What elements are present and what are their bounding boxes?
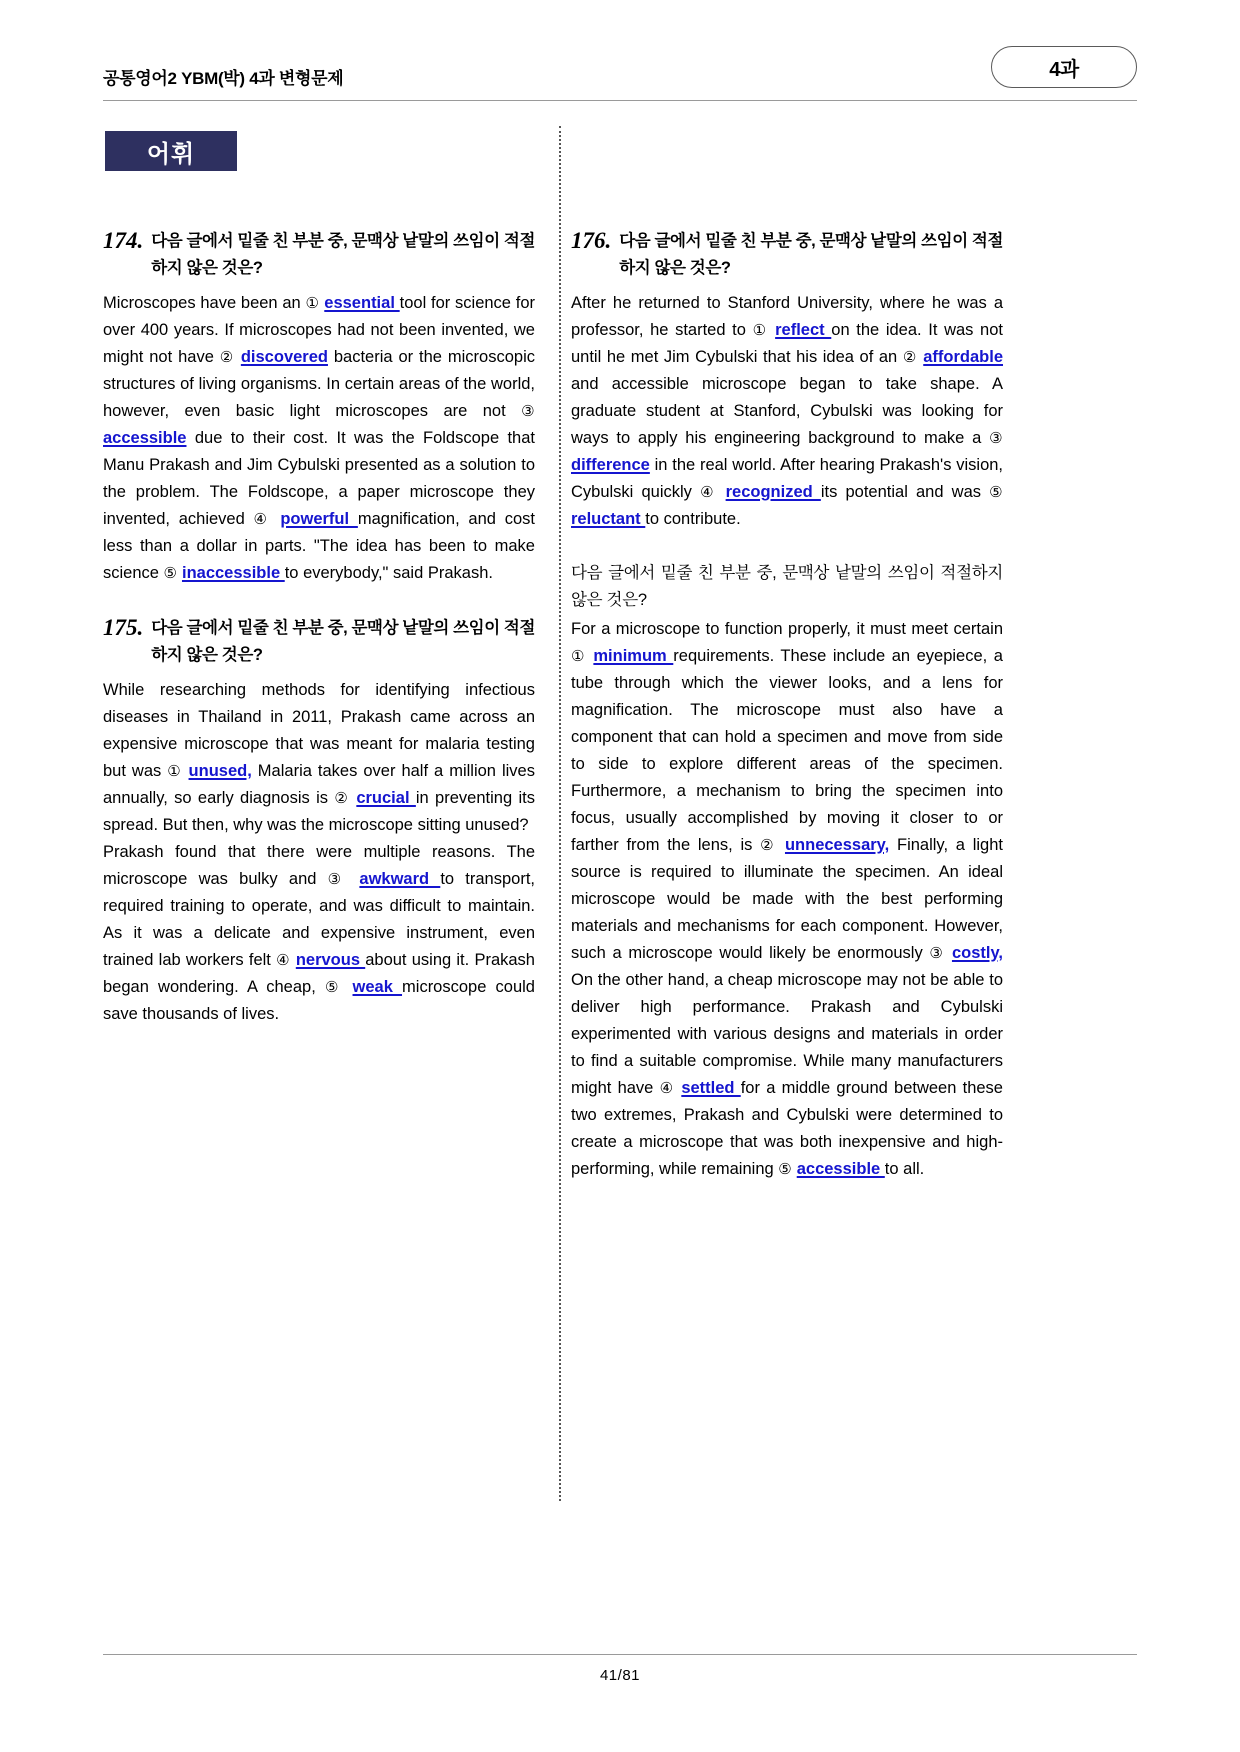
question-unnumbered-prompt: 다음 글에서 밑줄 친 부분 중, 문맥상 낱말의 쓰임이 적절하지 않은 것은?: [571, 564, 1003, 609]
page-header: [103, 46, 1137, 102]
question-unnumbered: [571, 560, 1003, 1183]
underlined-choice: reflect: [775, 321, 832, 339]
choice-marker: ③: [521, 403, 535, 420]
header-divider: [103, 100, 1137, 101]
underlined-choice: awkward: [359, 870, 441, 888]
question-175-passage: While researching methods for identifying infectious diseases in Thailand in 2011, Prakash came across an expensive microscope that was meant for malaria testing but was ① unused, Malaria takes over half a million lives annually, so early diagnosis is ② crucial in preventing its spread. But then, why was the microscope sitting unused?: [103, 681, 535, 834]
question-176: [571, 228, 1003, 533]
question-174-heading: [103, 228, 535, 282]
choice-marker: ④: [659, 1080, 676, 1097]
section-title-vocabulary: 어휘: [105, 131, 237, 171]
choice-marker: ③: [929, 945, 946, 962]
underlined-choice: powerful: [280, 510, 358, 528]
underlined-choice: costly,: [951, 944, 1003, 962]
underlined-choice: difference: [571, 456, 650, 474]
paragraph-spacer: [571, 533, 1003, 560]
choice-marker: ⑤: [778, 1161, 793, 1178]
left-column: [103, 228, 535, 1028]
question-175-passage-continued: Prakash found that there were multiple reasons. The microscope was bulky and ③ awkward to transport, required training to operate, and was difficult to maintain. As it was a delicate and expensive instrument, even trained lab workers felt ④ nervous about using it. Prakash began wondering. A cheap, ⑤ weak microscope could save thousands of lives.: [103, 843, 535, 1023]
underlined-choice: recognized: [725, 483, 821, 501]
underlined-choice: reluctant: [571, 510, 646, 528]
underlined-choice: accessible: [796, 1160, 885, 1178]
question-174-number: 174.: [103, 228, 144, 253]
underlined-choice: nervous: [295, 951, 366, 969]
question-176-number: 176.: [571, 228, 612, 253]
choice-marker: ③: [989, 430, 1003, 447]
choice-marker: ②: [902, 349, 918, 366]
underlined-choice: settled: [681, 1079, 741, 1097]
choice-marker: ③: [327, 871, 349, 888]
page-number: 41/81: [599, 1667, 641, 1684]
question-175: [103, 615, 535, 1028]
underlined-choice: minimum: [593, 647, 674, 665]
underlined-choice: discovered: [240, 348, 328, 366]
column-divider: [559, 126, 561, 1501]
question-176-prompt: 다음 글에서 밑줄 친 부분 중, 문맥상 낱말의 쓰임이 적절하지 않은 것은?: [619, 232, 1003, 277]
question-175-number: 175.: [103, 615, 144, 640]
header-title: 공통영어2 YBM(박) 4과 변형문제: [103, 69, 344, 88]
choice-marker: ②: [760, 837, 778, 854]
choice-marker: ⑤: [324, 979, 344, 996]
question-174: [103, 228, 535, 587]
question-unnumbered-passage: For a microscope to function properly, it must meet certain ① minimum requirements. These include an eyepiece, a tube through which the viewer looks, and a lens for magnification. The microscope must also have a component that can hold a specimen and move from side to side to explore different areas of the specimen. Furthermore, a mechanism to bring the specimen into focus, usually accomplished by moving it closer to or farther from the lens, is ② unnecessary, Finally, a light source is required to illuminate the specimen. An ideal microscope would be made with the best performing materials and mechanisms for each component. However, such a microscope would likely be enormously ③ costly, On the other hand, a cheap microscope may not be able to deliver high performance. Prakash and Cybulski experimented with various designs and materials in order to find a suitable compromise. While many manufacturers might have ④ settled for a middle ground between these two extremes, Prakash and Cybulski were determined to create a microscope that was both inexpensive and high-performing, while remaining ⑤ accessible to all.: [571, 620, 1003, 1178]
question-175-heading: [103, 615, 535, 669]
choice-marker: ①: [167, 763, 183, 780]
question-174-prompt: 다음 글에서 밑줄 친 부분 중, 문맥상 낱말의 쓰임이 적절하지 않은 것은?: [151, 232, 535, 277]
choice-marker: ①: [571, 648, 587, 665]
question-176-passage: After he returned to Stanford University, where he was a professor, he started to ① reflect on the idea. It was not until he met Jim Cybulski that his idea of an ② affordable and accessible microscope began to take shape. A graduate student at Stanford, Cybulski was looking for ways to apply his engineering background to make a ③ difference in the real world. After hearing Prakash's vision, Cybulski quickly ④ recognized its potential and was ⑤ reluctant to contribute.: [571, 294, 1003, 528]
underlined-choice: inaccessible: [181, 564, 285, 582]
choice-marker: ⑤: [163, 565, 178, 582]
question-176-heading: [571, 228, 1003, 282]
question-174-passage: Microscopes have been an ① essential tool for science for over 400 years. If microscopes had not been invented, we might not have ② discovered bacteria or the microscopic structures of living organisms. In certain areas of the world, however, even basic light microscopes are not ③ accessible due to their cost. It was the Foldscope that Manu Prakash and Jim Cybulski presented as a solution to the problem. The Foldscope, a paper microscope they invented, achieved ④ powerful magnification, and cost less than a dollar in parts. "The idea has been to make science ⑤ inaccessible to everybody," said Prakash.: [103, 294, 535, 582]
choice-marker: ④: [700, 484, 718, 501]
choice-marker: ②: [219, 349, 235, 366]
right-column: [571, 228, 1003, 1183]
underlined-choice: accessible: [103, 429, 187, 447]
question-175-prompt: 다음 글에서 밑줄 친 부분 중, 문맥상 낱말의 쓰임이 적절하지 않은 것은?: [151, 619, 535, 664]
choice-marker: ①: [752, 322, 769, 339]
underlined-choice: essential: [324, 294, 400, 312]
underlined-choice: affordable: [923, 348, 1003, 366]
footer-divider: [103, 1654, 1137, 1655]
lesson-badge: 4과: [991, 46, 1137, 88]
underlined-choice: weak: [352, 978, 403, 996]
choice-marker: ①: [305, 295, 320, 312]
choice-marker: ⑤: [989, 484, 1003, 501]
underlined-choice: unnecessary,: [784, 836, 890, 854]
underlined-choice: unused,: [188, 762, 252, 780]
choice-marker: ④: [276, 952, 291, 969]
choice-marker: ④: [253, 511, 272, 528]
underlined-choice: crucial: [356, 789, 416, 807]
choice-marker: ②: [334, 790, 350, 807]
